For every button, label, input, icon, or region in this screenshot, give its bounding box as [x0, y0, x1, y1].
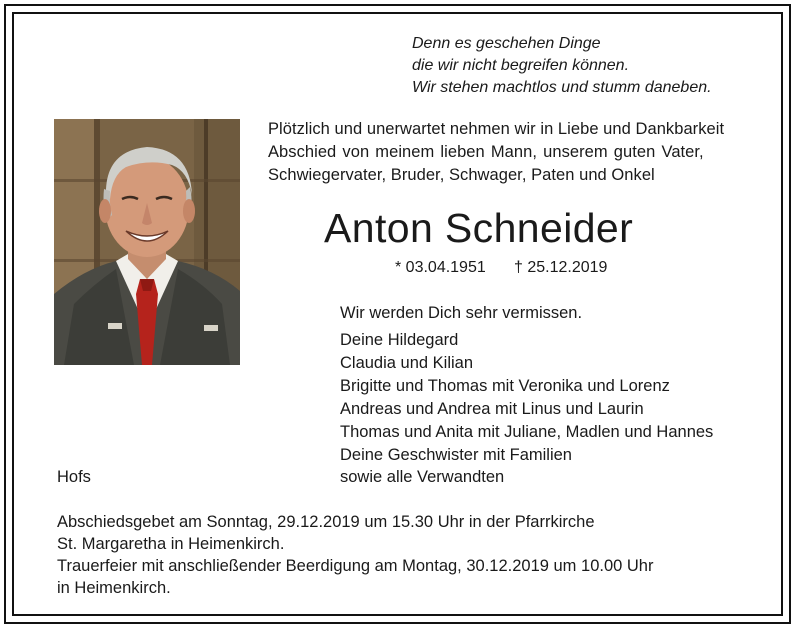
mourner-line: Brigitte und Thomas mit Veronika und Lorenz [340, 377, 670, 395]
mourner-line: Deine Geschwister mit Familien [340, 446, 572, 464]
birth-date: * 03.04.1951 [395, 259, 486, 276]
mourner-line: Claudia und Kilian [340, 354, 474, 372]
death-date: † 25.12.2019 [514, 259, 608, 276]
service-line-4: in Heimenkirch. [57, 579, 171, 597]
quote-line-3: Wir stehen machtlos und stumm daneben. [412, 79, 712, 96]
mourner-line: sowie alle Verwandten [340, 468, 505, 486]
mourner-line: Thomas und Anita mit Juliane, Madlen und Hannes [340, 423, 714, 441]
intro-line-1: Plötzlich und unerwartet nehmen wir in Liebe und Dankbarkeit [268, 120, 725, 138]
place-name: Hofs [57, 468, 91, 486]
mourner-line: Andreas und Andrea mit Linus und Laurin [340, 400, 644, 418]
miss-line: Wir werden Dich sehr vermissen. [340, 304, 583, 322]
quote-line-1: Denn es geschehen Dinge [412, 35, 601, 52]
intro-line-3: Schwiegervater, Bruder, Schwager, Paten und Onkel [268, 166, 655, 184]
mourner-line: Deine Hildegard [340, 331, 459, 349]
service-line-1: Abschiedsgebet am Sonntag, 29.12.2019 um 15.30 Uhr in der Pfarrkirche [57, 513, 595, 531]
deceased-name: Anton Schneider [324, 205, 634, 251]
quote-line-2: die wir nicht begreifen können. [412, 57, 630, 74]
service-line-2: St. Margaretha in Heimenkirch. [57, 535, 285, 553]
service-line-3: Trauerfeier mit anschließender Beerdigung am Montag, 30.12.2019 um 10.00 Uhr [57, 557, 654, 575]
intro-line-2: Abschied von meinem lieben Mann, unserem guten Vater, [268, 143, 704, 161]
portrait-photo [54, 119, 240, 365]
